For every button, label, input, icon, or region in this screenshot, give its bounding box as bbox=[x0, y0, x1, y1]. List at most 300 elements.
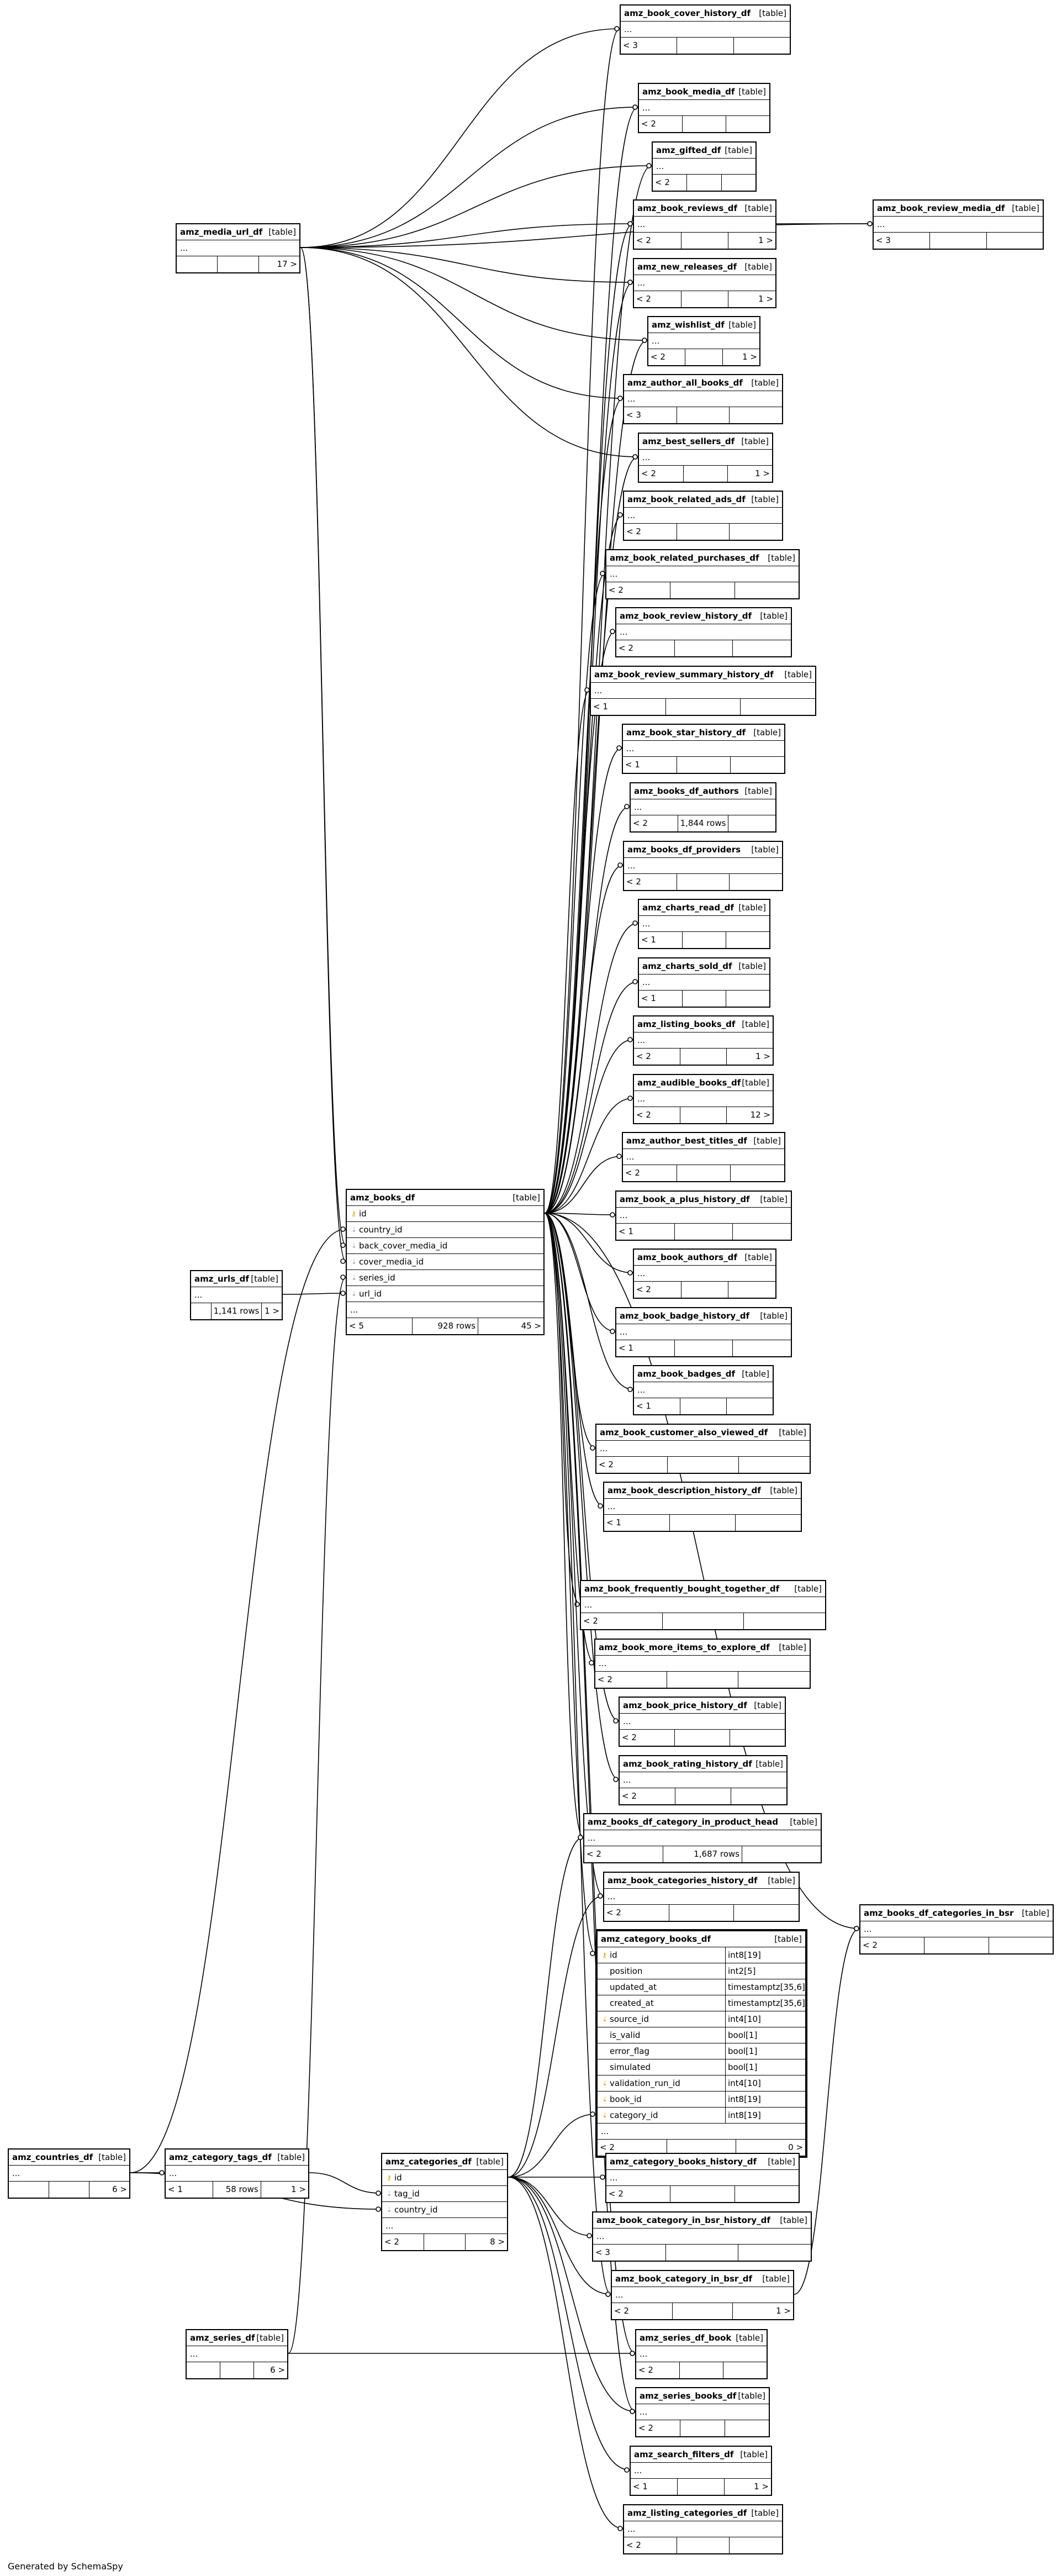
table-name: amz_book_authors_df bbox=[637, 1252, 737, 1262]
parent-count: < 2 bbox=[624, 524, 677, 540]
child-count: 8 > bbox=[490, 2237, 505, 2247]
column-name: country_id bbox=[359, 1225, 403, 1235]
table-amz-book-description-history-df[interactable] bbox=[603, 1482, 802, 1532]
table-amz-book-review-history-df[interactable] bbox=[615, 607, 792, 657]
relationship-end-marker bbox=[618, 2526, 622, 2531]
relationship-end-marker bbox=[341, 1259, 345, 1263]
table-name: amz_book_cover_history_df bbox=[624, 8, 751, 18]
column-name: country_id bbox=[394, 2205, 438, 2215]
table-amz-book-reviews-df[interactable] bbox=[633, 199, 776, 250]
relationship-line bbox=[545, 398, 623, 1213]
relationship-end-marker bbox=[628, 222, 632, 226]
child-count: 6 > bbox=[112, 2184, 127, 2194]
table-amz-book-category-in-bsr-history-df[interactable] bbox=[592, 2211, 812, 2262]
ellipsis-row: ... bbox=[631, 799, 775, 815]
relationship-end-marker bbox=[341, 1291, 345, 1295]
table-type: [table] bbox=[1022, 1908, 1049, 1918]
row-count: 1,141 rows bbox=[212, 1303, 262, 1319]
relationship-end-marker bbox=[617, 1154, 621, 1158]
table-amz-book-related-ads-df[interactable] bbox=[623, 491, 783, 541]
table-amz-media-url-df[interactable] bbox=[176, 223, 300, 273]
table-name: amz_urls_df bbox=[194, 1274, 249, 1284]
table-header bbox=[347, 1190, 543, 1206]
column-type: int8[19] bbox=[725, 2092, 805, 2107]
table-amz-listing-books-df[interactable] bbox=[633, 1015, 774, 1066]
table-type: [table] bbox=[738, 903, 766, 913]
foreign-key-icon: ⇣ bbox=[351, 1290, 357, 1298]
ellipsis-row: ... bbox=[623, 741, 784, 757]
child-count: 1 > bbox=[755, 468, 770, 478]
table-header bbox=[616, 1308, 791, 1324]
row-count: 928 rows bbox=[413, 1318, 478, 1334]
table-amz-new-releases-df[interactable] bbox=[633, 258, 776, 308]
table-name: amz_series_books_df bbox=[640, 2391, 737, 2401]
table-amz-books-df[interactable] bbox=[346, 1189, 545, 1335]
table-header bbox=[187, 2330, 287, 2346]
column-icon bbox=[602, 2043, 610, 2059]
row-count bbox=[668, 1457, 739, 1473]
table-type: [table] bbox=[753, 728, 781, 737]
child-count bbox=[726, 991, 769, 1007]
table-amz-gifted-df[interactable] bbox=[652, 141, 757, 192]
table-amz-books-df-providers[interactable] bbox=[623, 841, 783, 891]
ellipsis-row: ... bbox=[639, 450, 772, 466]
row-count bbox=[677, 757, 731, 773]
row-count bbox=[678, 2479, 725, 2495]
foreign-key-icon: ⇣ bbox=[351, 1226, 357, 1234]
foreign-key-icon: ⇣ bbox=[387, 2190, 393, 2198]
table-amz-book-customer-also-viewed-df[interactable] bbox=[595, 1424, 811, 1474]
row-count bbox=[675, 1788, 731, 1804]
table-type: [table] bbox=[754, 1700, 781, 1710]
table-amz-series-books-df[interactable] bbox=[635, 2387, 770, 2437]
parent-count: < 3 bbox=[593, 2245, 666, 2261]
table-amz-book-rating-history-df[interactable] bbox=[619, 1755, 788, 1805]
ellipsis-row: ... bbox=[634, 1091, 773, 1107]
table-amz-book-categories-history-df[interactable] bbox=[603, 1872, 800, 1922]
table-amz-book-cover-history-df[interactable] bbox=[620, 4, 791, 55]
foreign-key-icon: ⇣ bbox=[602, 2015, 608, 2023]
relationship-line bbox=[300, 247, 623, 398]
table-amz-book-more-items-to-explore-df[interactable] bbox=[594, 1639, 811, 1689]
relationship-end-marker bbox=[376, 2191, 381, 2195]
table-footer bbox=[634, 291, 775, 307]
table-name: amz_book_category_in_bsr_history_df bbox=[596, 2215, 770, 2225]
table-header bbox=[621, 6, 790, 22]
relationship-end-marker bbox=[589, 1661, 594, 1665]
table-amz-author-best-titles-df[interactable] bbox=[622, 1132, 785, 1182]
table-name: amz_listing_books_df bbox=[637, 1019, 736, 1029]
column-row[interactable] bbox=[347, 1222, 543, 1238]
table-type: [table] bbox=[744, 203, 772, 213]
relationship-end-marker bbox=[633, 921, 637, 925]
relationship-end-marker bbox=[625, 804, 629, 809]
relationship-end-marker bbox=[628, 1387, 632, 1392]
relationship-end-marker bbox=[618, 863, 622, 867]
ellipsis-row: ... bbox=[598, 2124, 805, 2140]
table-header bbox=[191, 1271, 282, 1287]
table-header bbox=[624, 492, 782, 508]
table-amz-series-df[interactable] bbox=[186, 2329, 288, 2379]
column-row[interactable] bbox=[347, 1286, 543, 1302]
ellipsis-row: ... bbox=[631, 2463, 771, 2479]
table-amz-audible-books-df[interactable] bbox=[633, 1074, 774, 1124]
child-count bbox=[735, 582, 799, 598]
column-name: simulated bbox=[610, 2062, 651, 2072]
table-amz-book-review-media-df[interactable] bbox=[873, 199, 1044, 250]
ellipsis-row: ... bbox=[596, 1441, 810, 1457]
column-name: category_id bbox=[610, 2110, 658, 2120]
relationship-end-marker bbox=[615, 27, 619, 31]
row-count bbox=[681, 233, 729, 249]
column-row[interactable] bbox=[598, 1979, 805, 1995]
parent-count: < 2 bbox=[623, 1165, 677, 1181]
table-type: [table] bbox=[738, 961, 766, 971]
column-row[interactable] bbox=[598, 2075, 805, 2092]
column-row[interactable] bbox=[347, 1270, 543, 1286]
child-count: 1 > bbox=[754, 2482, 769, 2491]
row-count bbox=[666, 699, 741, 715]
relationship-end-marker bbox=[341, 1275, 345, 1279]
column-name: source_id bbox=[610, 2014, 649, 2024]
parent-count: < 2 bbox=[639, 116, 683, 132]
table-type: [table] bbox=[725, 145, 752, 155]
parent-count: < 2 bbox=[581, 1613, 663, 1629]
table-footer bbox=[623, 1165, 784, 1181]
foreign-key-icon: ⇣ bbox=[602, 2111, 608, 2119]
ellipsis-row: ... bbox=[624, 508, 782, 524]
relationship-line bbox=[545, 865, 623, 1213]
column-row[interactable] bbox=[382, 2186, 507, 2202]
relationship-end-marker bbox=[618, 396, 622, 401]
table-header bbox=[624, 2505, 782, 2521]
table-footer bbox=[591, 699, 815, 715]
table-type: [table] bbox=[742, 1369, 769, 1379]
child-count bbox=[987, 233, 1043, 249]
table-type: [table] bbox=[762, 2274, 790, 2284]
child-count bbox=[731, 1788, 786, 1804]
table-type: [table] bbox=[768, 2157, 795, 2167]
table-type: [table] bbox=[744, 262, 772, 272]
table-type: [table] bbox=[744, 1252, 772, 1262]
table-amz-categories-df[interactable] bbox=[381, 2153, 508, 2251]
table-type: [table] bbox=[738, 2391, 765, 2401]
table-amz-series-df-book[interactable] bbox=[635, 2329, 768, 2379]
table-type: [table] bbox=[770, 1485, 797, 1495]
table-amz-charts-sold-df[interactable] bbox=[638, 957, 770, 1008]
table-amz-book-review-summary-history-df[interactable] bbox=[590, 666, 816, 716]
foreign-key-icon: ⇣ bbox=[351, 1258, 357, 1266]
relationship-end-marker bbox=[633, 105, 637, 109]
parent-count bbox=[9, 2182, 49, 2198]
table-name: amz_author_all_books_df bbox=[627, 378, 743, 388]
column-row[interactable] bbox=[598, 1995, 805, 2011]
table-name: amz_categories_df bbox=[385, 2157, 472, 2167]
table-amz-wishlist-df[interactable] bbox=[647, 316, 760, 366]
table-footer bbox=[9, 2182, 129, 2198]
relationship-end-marker bbox=[578, 1835, 583, 1840]
column-row[interactable] bbox=[382, 2170, 507, 2186]
table-footer bbox=[639, 116, 769, 132]
row-count bbox=[677, 407, 730, 423]
table-amz-book-star-history-df[interactable] bbox=[622, 724, 785, 774]
ellipsis-row: ... bbox=[634, 217, 775, 233]
parent-count: < 3 bbox=[624, 407, 677, 423]
relationship-line bbox=[508, 2114, 595, 2177]
column-row[interactable] bbox=[347, 1238, 543, 1254]
child-count bbox=[730, 2537, 782, 2553]
child-count: 1 > bbox=[291, 2184, 306, 2194]
child-count: 17 > bbox=[277, 259, 297, 269]
table-header bbox=[639, 958, 769, 974]
column-row[interactable] bbox=[598, 2011, 805, 2027]
ellipsis-row: ... bbox=[616, 1324, 791, 1340]
relationship-end-marker bbox=[606, 2292, 610, 2296]
relationship-line bbox=[545, 224, 633, 1213]
column-row[interactable] bbox=[598, 2108, 805, 2124]
child-count bbox=[744, 1613, 825, 1629]
table-header bbox=[604, 1873, 799, 1889]
parent-count: < 2 bbox=[382, 2234, 424, 2250]
table-header bbox=[598, 1931, 805, 1947]
relationship-end-marker bbox=[614, 1777, 618, 1782]
table-footer bbox=[631, 815, 775, 831]
column-name: is_valid bbox=[610, 2030, 641, 2040]
table-name: amz_book_related_ads_df bbox=[627, 494, 746, 504]
table-amz-book-badge-history-df[interactable] bbox=[615, 1307, 792, 1357]
table-header bbox=[860, 1905, 1053, 1921]
table-footer bbox=[624, 407, 782, 423]
table-amz-category-tags-df[interactable] bbox=[165, 2148, 309, 2199]
table-footer bbox=[648, 349, 759, 365]
table-amz-category-books-df[interactable] bbox=[595, 1929, 807, 2158]
row-count bbox=[684, 466, 728, 482]
table-name: amz_charts_read_df bbox=[642, 903, 734, 913]
table-type: [table] bbox=[780, 2215, 807, 2225]
row-count: 58 rows bbox=[213, 2182, 261, 2198]
ellipsis-row: ... bbox=[606, 2170, 799, 2186]
ellipsis-row: ... bbox=[624, 858, 782, 874]
row-count bbox=[677, 524, 730, 540]
table-amz-books-df-categories-in-bsr[interactable] bbox=[859, 1904, 1054, 1955]
table-type: [table] bbox=[755, 1759, 783, 1769]
row-count bbox=[677, 2537, 730, 2553]
table-amz-urls-df[interactable] bbox=[190, 1270, 283, 1320]
table-name: amz_books_df_authors bbox=[634, 786, 739, 796]
table-name: amz_book_a_plus_history_df bbox=[620, 1194, 750, 1204]
row-count bbox=[680, 1107, 727, 1123]
table-type: [table] bbox=[760, 1194, 788, 1204]
table-footer bbox=[634, 1049, 773, 1065]
table-footer bbox=[634, 233, 775, 249]
primary-key-icon: ⚷ bbox=[351, 1210, 356, 1218]
child-count bbox=[726, 116, 769, 132]
column-row[interactable] bbox=[382, 2202, 507, 2218]
child-count bbox=[735, 2186, 799, 2202]
table-amz-charts-read-df[interactable] bbox=[638, 899, 770, 949]
table-footer bbox=[634, 1282, 775, 1298]
relationship-end-marker bbox=[633, 455, 637, 459]
table-amz-best-sellers-df[interactable] bbox=[638, 433, 773, 483]
table-type: [table] bbox=[251, 1274, 278, 1284]
table-name: amz_book_customer_also_viewed_df bbox=[600, 1427, 768, 1437]
parent-count: < 2 bbox=[860, 1937, 924, 1953]
table-header bbox=[648, 317, 759, 333]
table-type: [table] bbox=[794, 1584, 822, 1594]
table-footer bbox=[874, 233, 1043, 249]
table-amz-book-authors-df[interactable] bbox=[633, 1249, 776, 1299]
table-name: amz_book_review_summary_history_df bbox=[594, 670, 774, 679]
table-amz-books-df-category-in-product-head[interactable] bbox=[583, 1813, 822, 1863]
ellipsis-row: ... bbox=[639, 974, 769, 991]
table-type: [table] bbox=[744, 786, 772, 796]
table-footer bbox=[624, 874, 782, 890]
relationship-end-marker bbox=[628, 1037, 632, 1042]
column-row[interactable] bbox=[598, 1947, 805, 1963]
child-count: 6 > bbox=[270, 2365, 285, 2375]
table-header bbox=[623, 725, 784, 741]
table-name: amz_books_df_providers bbox=[627, 845, 741, 855]
table-amz-book-frequently-bought-together-df[interactable] bbox=[580, 1580, 826, 1630]
table-amz-book-price-history-df[interactable] bbox=[619, 1697, 786, 1747]
table-name: amz_book_related_purchases_df bbox=[610, 553, 759, 563]
table-type: [table] bbox=[768, 553, 795, 563]
table-amz-book-a-plus-history-df[interactable] bbox=[615, 1190, 792, 1241]
child-count bbox=[730, 1730, 785, 1746]
ellipsis-row: ... bbox=[9, 2166, 129, 2182]
table-footer bbox=[634, 1107, 773, 1123]
table-name: amz_listing_categories_df bbox=[627, 2508, 747, 2518]
ellipsis-row: ... bbox=[591, 683, 815, 699]
ellipsis-row: ... bbox=[624, 2521, 782, 2537]
foreign-key-icon: ⇣ bbox=[387, 2206, 393, 2214]
table-name: amz_books_df_categories_in_bsr bbox=[864, 1908, 1014, 1918]
table-type: [table] bbox=[256, 2333, 284, 2343]
table-footer bbox=[616, 1224, 791, 1240]
column-row[interactable] bbox=[598, 2027, 805, 2043]
child-count: 1 > bbox=[742, 352, 757, 362]
column-row[interactable] bbox=[598, 2043, 805, 2059]
column-row[interactable] bbox=[598, 1963, 805, 1979]
table-header bbox=[653, 143, 755, 159]
table-amz-books-df-authors[interactable] bbox=[630, 782, 776, 833]
table-amz-countries-df[interactable] bbox=[8, 2148, 130, 2199]
table-type: [table] bbox=[790, 1817, 817, 1827]
table-amz-book-category-in-bsr-df[interactable] bbox=[611, 2270, 794, 2320]
column-row[interactable] bbox=[347, 1254, 543, 1270]
table-amz-book-badges-df[interactable] bbox=[633, 1365, 774, 1415]
table-name: amz_book_star_history_df bbox=[626, 728, 746, 737]
parent-count: < 2 bbox=[653, 175, 687, 191]
column-row[interactable] bbox=[598, 2059, 805, 2075]
parent-count: < 2 bbox=[606, 2186, 670, 2202]
relationship-line bbox=[545, 1213, 603, 1896]
column-row[interactable] bbox=[347, 1206, 543, 1222]
parent-count bbox=[191, 1303, 212, 1319]
table-name: amz_book_categories_history_df bbox=[607, 1876, 758, 1885]
ellipsis-row: ... bbox=[634, 1382, 773, 1398]
table-type: [table] bbox=[1012, 203, 1039, 213]
table-amz-author-all-books-df[interactable] bbox=[623, 374, 783, 424]
parent-count bbox=[187, 2362, 220, 2378]
parent-count: < 2 bbox=[631, 815, 678, 831]
ellipsis-row: ... bbox=[616, 624, 791, 640]
column-icon bbox=[602, 2059, 610, 2075]
relationship-line bbox=[545, 340, 647, 1213]
table-type: [table] bbox=[736, 2333, 763, 2343]
ellipsis-row: ... bbox=[634, 1032, 773, 1049]
table-amz-search-filters-df[interactable] bbox=[630, 2446, 772, 2496]
ellipsis-row: ... bbox=[624, 391, 782, 407]
row-count bbox=[424, 2234, 466, 2250]
table-amz-category-books-history-df[interactable] bbox=[605, 2153, 800, 2203]
column-type: int2[5] bbox=[725, 1963, 805, 1979]
child-count: 1 > bbox=[265, 1306, 279, 1316]
table-amz-listing-categories-df[interactable] bbox=[623, 2504, 783, 2554]
ellipsis-row: ... bbox=[616, 1208, 791, 1224]
row-count bbox=[673, 2303, 733, 2319]
generator-credit: Generated by SchemaSpy bbox=[8, 2561, 123, 2572]
table-amz-book-related-purchases-df[interactable] bbox=[605, 549, 800, 599]
table-header bbox=[620, 1698, 785, 1714]
parent-count: < 2 bbox=[639, 466, 684, 482]
child-count bbox=[733, 1224, 791, 1240]
table-type: [table] bbox=[751, 378, 779, 388]
ellipsis-row: ... bbox=[612, 2287, 793, 2303]
table-footer bbox=[634, 1398, 773, 1414]
table-header bbox=[624, 375, 782, 391]
ellipsis-row: ... bbox=[382, 2218, 507, 2234]
relationship-end-marker bbox=[590, 2112, 595, 2116]
ellipsis-row: ... bbox=[606, 566, 799, 582]
table-footer bbox=[166, 2182, 308, 2198]
column-icon bbox=[602, 1979, 610, 1995]
parent-count: < 2 bbox=[606, 582, 670, 598]
table-name: amz_book_description_history_df bbox=[607, 1485, 761, 1495]
table-amz-book-media-df[interactable] bbox=[638, 83, 770, 133]
table-name: amz_gifted_df bbox=[656, 145, 721, 155]
table-footer bbox=[620, 1730, 785, 1746]
table-type: [table] bbox=[751, 845, 779, 855]
table-type: [table] bbox=[740, 2449, 768, 2459]
relationship-line bbox=[508, 1896, 603, 2177]
column-type: bool[1] bbox=[725, 2027, 805, 2043]
parent-count: < 3 bbox=[874, 233, 930, 249]
table-header bbox=[634, 1016, 773, 1032]
relationship-line bbox=[283, 1293, 346, 1294]
table-type: [table] bbox=[268, 227, 296, 237]
foreign-key-icon: ⇣ bbox=[602, 2095, 608, 2103]
ellipsis-row: ... bbox=[860, 1921, 1053, 1937]
child-count bbox=[728, 815, 775, 831]
parent-count: < 2 bbox=[634, 1049, 680, 1065]
table-footer bbox=[191, 1303, 282, 1319]
relationship-end-marker bbox=[618, 513, 622, 517]
row-count bbox=[687, 175, 721, 191]
child-count bbox=[734, 38, 790, 54]
ellipsis-row: ... bbox=[874, 217, 1043, 233]
table-name: amz_book_category_in_bsr_df bbox=[615, 2274, 753, 2284]
table-type: [table] bbox=[742, 1078, 769, 1088]
table-footer bbox=[636, 2362, 767, 2378]
child-count bbox=[728, 1282, 775, 1298]
column-row[interactable] bbox=[598, 2092, 805, 2108]
column-name: created_at bbox=[610, 1998, 654, 2008]
relationship-end-marker bbox=[610, 1329, 615, 1334]
table-type: [table] bbox=[741, 436, 769, 446]
table-header bbox=[620, 1756, 786, 1772]
table-footer bbox=[584, 1846, 821, 1862]
